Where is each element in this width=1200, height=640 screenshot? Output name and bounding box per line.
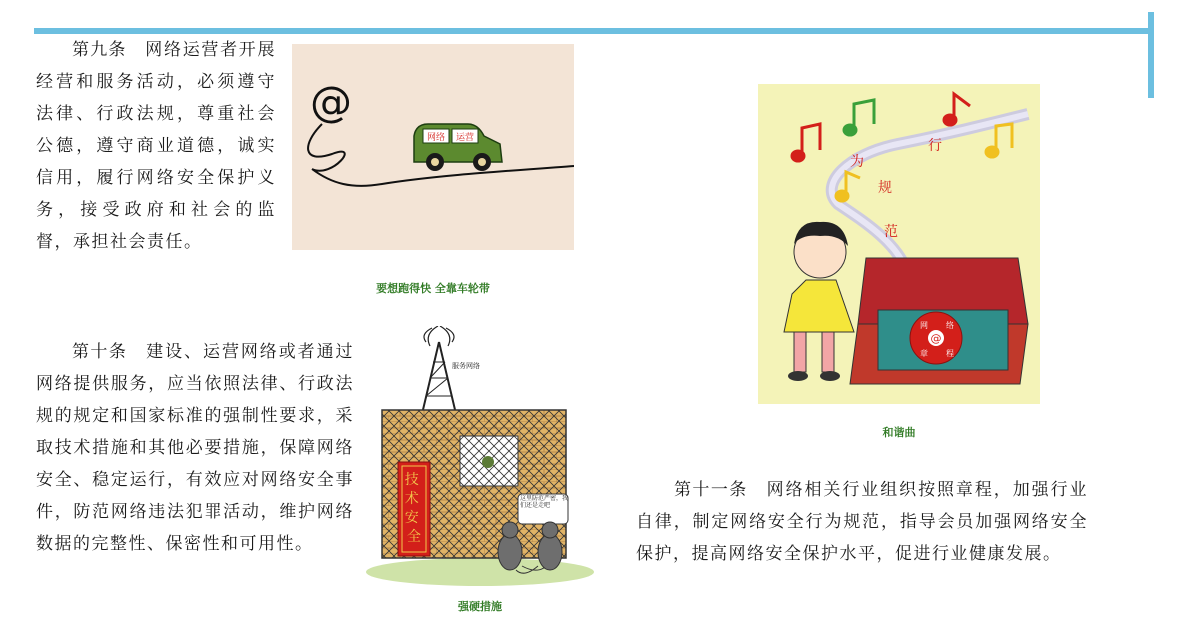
article-10-text: 建设、运营网络或者通过网络提供服务，应当依照法律、行政法规的规定和国家标准的强制性要求，采取技术措施和其他必要措施，保障网络安全、稳定运行，有效应对网络安全事件，防范网络违法犯罪活动，维护网络数据的完整性、保密性和可用性。 <box>36 342 355 554</box>
ribbon-word-4: 范 <box>884 224 898 240</box>
record-word-2: 络 <box>946 321 954 330</box>
ribbon-word-3: 规 <box>878 180 892 196</box>
record-player-icon <box>850 258 1028 384</box>
car-illustration-caption: 要想跑得快 全靠车轮带 <box>376 282 490 295</box>
car-label-right: 运营 <box>455 133 475 143</box>
banner-char-2: 术 <box>404 491 419 507</box>
article-10 <box>36 336 354 560</box>
music-illustration-caption: 和谐曲 <box>882 426 916 439</box>
record-word-4: 程 <box>946 349 954 358</box>
banner-char-3: 安 <box>404 510 419 526</box>
article-11-heading: 第十一条 <box>674 480 748 500</box>
banner-char-1: 技 <box>404 472 419 488</box>
house-illustration-caption: 强硬措施 <box>458 600 502 613</box>
article-9-text: 网络运营者开展经营和服务活动，必须遵守法律、行政法规，尊重社会公德，遵守商业道德，诚实信用，履行网络安全保护义务，接受政府和社会的监督，承担社会责任。 <box>36 40 277 252</box>
at-symbol: @ <box>310 77 352 126</box>
antenna-tower-icon <box>422 326 456 414</box>
guard-figure <box>482 456 494 468</box>
article-11 <box>636 474 1088 570</box>
car-label-left: 网络 <box>426 133 446 143</box>
article-11-text: 网络相关行业组织按照章程，加强行业自律，制定网络安全行为规范，指导会员加强网络安全保护，提高网络安全保护水平，促进行业健康发展。 <box>636 480 1089 564</box>
house-illustration <box>364 326 596 588</box>
banner-char-4: 全 <box>407 529 421 545</box>
record-center-symbol: @ <box>930 332 942 345</box>
article-9 <box>36 34 276 258</box>
side-accent-rule <box>1148 12 1154 98</box>
ribbon-word-1: 行 <box>928 138 942 154</box>
security-banner <box>398 462 430 556</box>
record-word-1: 网 <box>920 321 928 330</box>
article-9-heading: 第九条 <box>72 40 127 60</box>
record-word-3: 章 <box>920 349 928 358</box>
car-illustration <box>292 44 574 250</box>
tower-label: 服务网络 <box>452 362 480 370</box>
rat-speech-text: 这里防范严密，我们还是走吧 <box>520 495 568 509</box>
ribbon-word-2: 为 <box>850 154 864 170</box>
music-illustration <box>758 84 1040 404</box>
article-10-heading: 第十条 <box>72 342 128 362</box>
